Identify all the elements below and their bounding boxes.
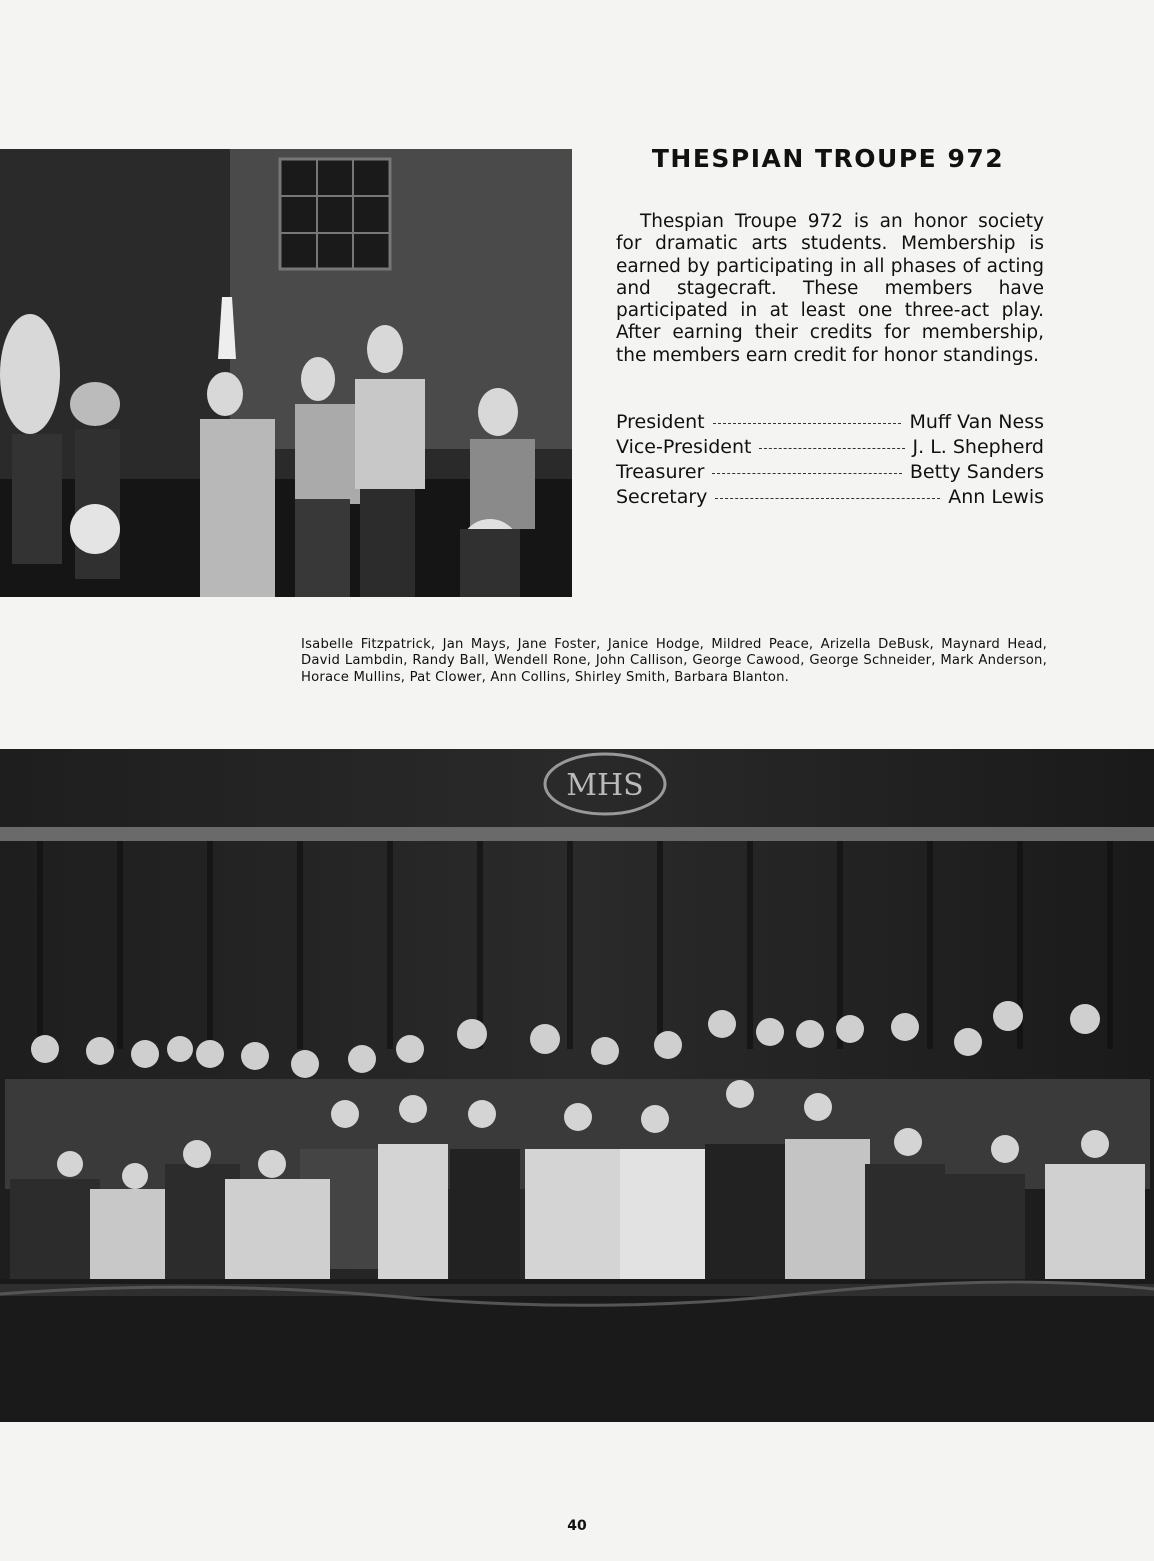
group-photo [0, 749, 1154, 1422]
officer-role: Vice-President [616, 436, 752, 458]
intro-paragraph: Thespian Troupe 972 is an honor society for dramatic arts students. Membership is earned by participating in all phases of acting and stagecraft. These members have participated in at least one three-act play. After earning their credits for membership, the members earn credit for honor standings. [616, 211, 1044, 366]
page-title: THESPIAN TROUPE 972 [651, 144, 1005, 173]
officer-role: Treasurer [616, 461, 705, 483]
mhs-banner-text: MHS [566, 768, 644, 803]
officer-name: J. L. Shepherd [912, 436, 1044, 458]
page-number: 40 [567, 1518, 587, 1534]
costume-photo-image [0, 149, 572, 597]
leader-dots [712, 473, 901, 474]
officers-list [616, 411, 1044, 511]
officer-name: Ann Lewis [948, 486, 1044, 508]
officer-row-treasurer [616, 461, 1044, 486]
officer-role: President [616, 411, 705, 433]
group-photo-image [0, 749, 1154, 1422]
costume-photo [0, 149, 572, 597]
officer-role: Secretary [616, 486, 708, 508]
officer-name: Muff Van Ness [909, 411, 1044, 433]
officer-row-president [616, 411, 1044, 436]
officer-row-vice-president [616, 436, 1044, 461]
officer-row-secretary [616, 486, 1044, 511]
leader-dots [713, 423, 902, 424]
leader-dots [715, 498, 940, 499]
member-names-caption: Isabelle Fitzpatrick, Jan Mays, Jane Foster, Janice Hodge, Mildred Peace, Arizella DeBusk, Maynard Head, David Lambdin, Randy Ball, Wendell Rone, John Callison, George Cawood, George Schneider, Mark Anderson, Horace Mullins, Pat Clower, Ann Collins, Shirley Smith, Barbara Blanton. [301, 637, 1047, 685]
leader-dots [759, 448, 904, 449]
officer-name: Betty Sanders [909, 461, 1044, 483]
